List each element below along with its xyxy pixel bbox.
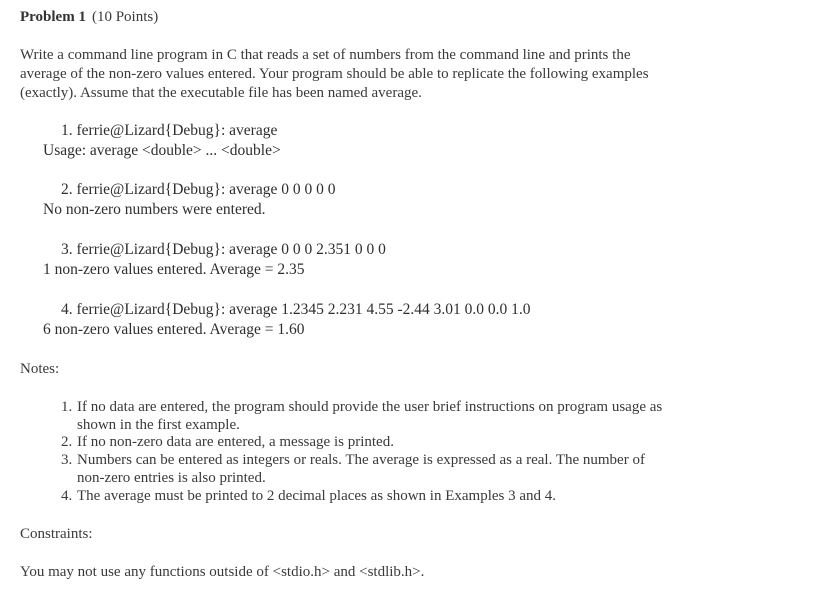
example-1-command: 1. ferrie@Lizard{Debug}: average [61, 122, 278, 139]
intro-line: Write a command line program in C that reads a set of numbers from the command line and prints the [20, 47, 631, 63]
note-number: 4. [61, 488, 73, 504]
intro-line: (exactly). Assume that the executable file has been named average. [20, 85, 422, 101]
example-1-output: Usage: average <double> ... <double> [43, 142, 281, 159]
note-item-1 [61, 398, 663, 433]
note-text: Numbers can be entered as integers or reals. The average is expressed as a real. The number of [77, 452, 645, 468]
notes-label: Notes: [20, 361, 60, 377]
note-text-continued: non-zero entries is also printed. [77, 470, 266, 486]
note-text: If no data are entered, the program should provide the user brief instructions on program usage as [77, 399, 663, 415]
example-2-output: No non-zero numbers were entered. [43, 201, 266, 218]
example-3-command: 3. ferrie@Lizard{Debug}: average 0 0 0 2.351 0 0 0 [61, 241, 386, 258]
example-4-command: 4. ferrie@Lizard{Debug}: average 1.2345 2.231 4.55 -2.44 3.01 0.0 0.0 1.0 [61, 301, 531, 318]
problem-points: (10 Points) [91, 9, 159, 25]
problem-title: Problem 1 [20, 9, 86, 25]
constraint-text: You may not use any functions outside of <stdio.h> and <stdlib.h>. [20, 564, 425, 580]
note-text: The average must be printed to 2 decimal places as shown in Examples 3 and 4. [77, 488, 557, 504]
note-number: 1. [61, 399, 73, 415]
note-text: If no non-zero data are entered, a message is printed. [77, 434, 394, 450]
note-number: 3. [61, 452, 73, 468]
constraints-label: Constraints: [20, 526, 93, 542]
problem-description [20, 46, 750, 103]
note-item-4 [61, 487, 556, 505]
example-3-output: 1 non-zero values entered. Average = 2.35 [43, 261, 305, 278]
note-item-3 [61, 451, 645, 486]
note-number: 2. [61, 434, 73, 450]
example-2-command: 2. ferrie@Lizard{Debug}: average 0 0 0 0 0 [61, 181, 336, 198]
note-text-continued: shown in the first example. [77, 417, 240, 433]
problem-heading [20, 8, 158, 26]
example-4-output: 6 non-zero values entered. Average = 1.60 [43, 321, 305, 338]
note-item-2 [61, 433, 394, 451]
intro-line: average of the non-zero values entered. Your program should be able to replicate the following examples [20, 66, 649, 82]
